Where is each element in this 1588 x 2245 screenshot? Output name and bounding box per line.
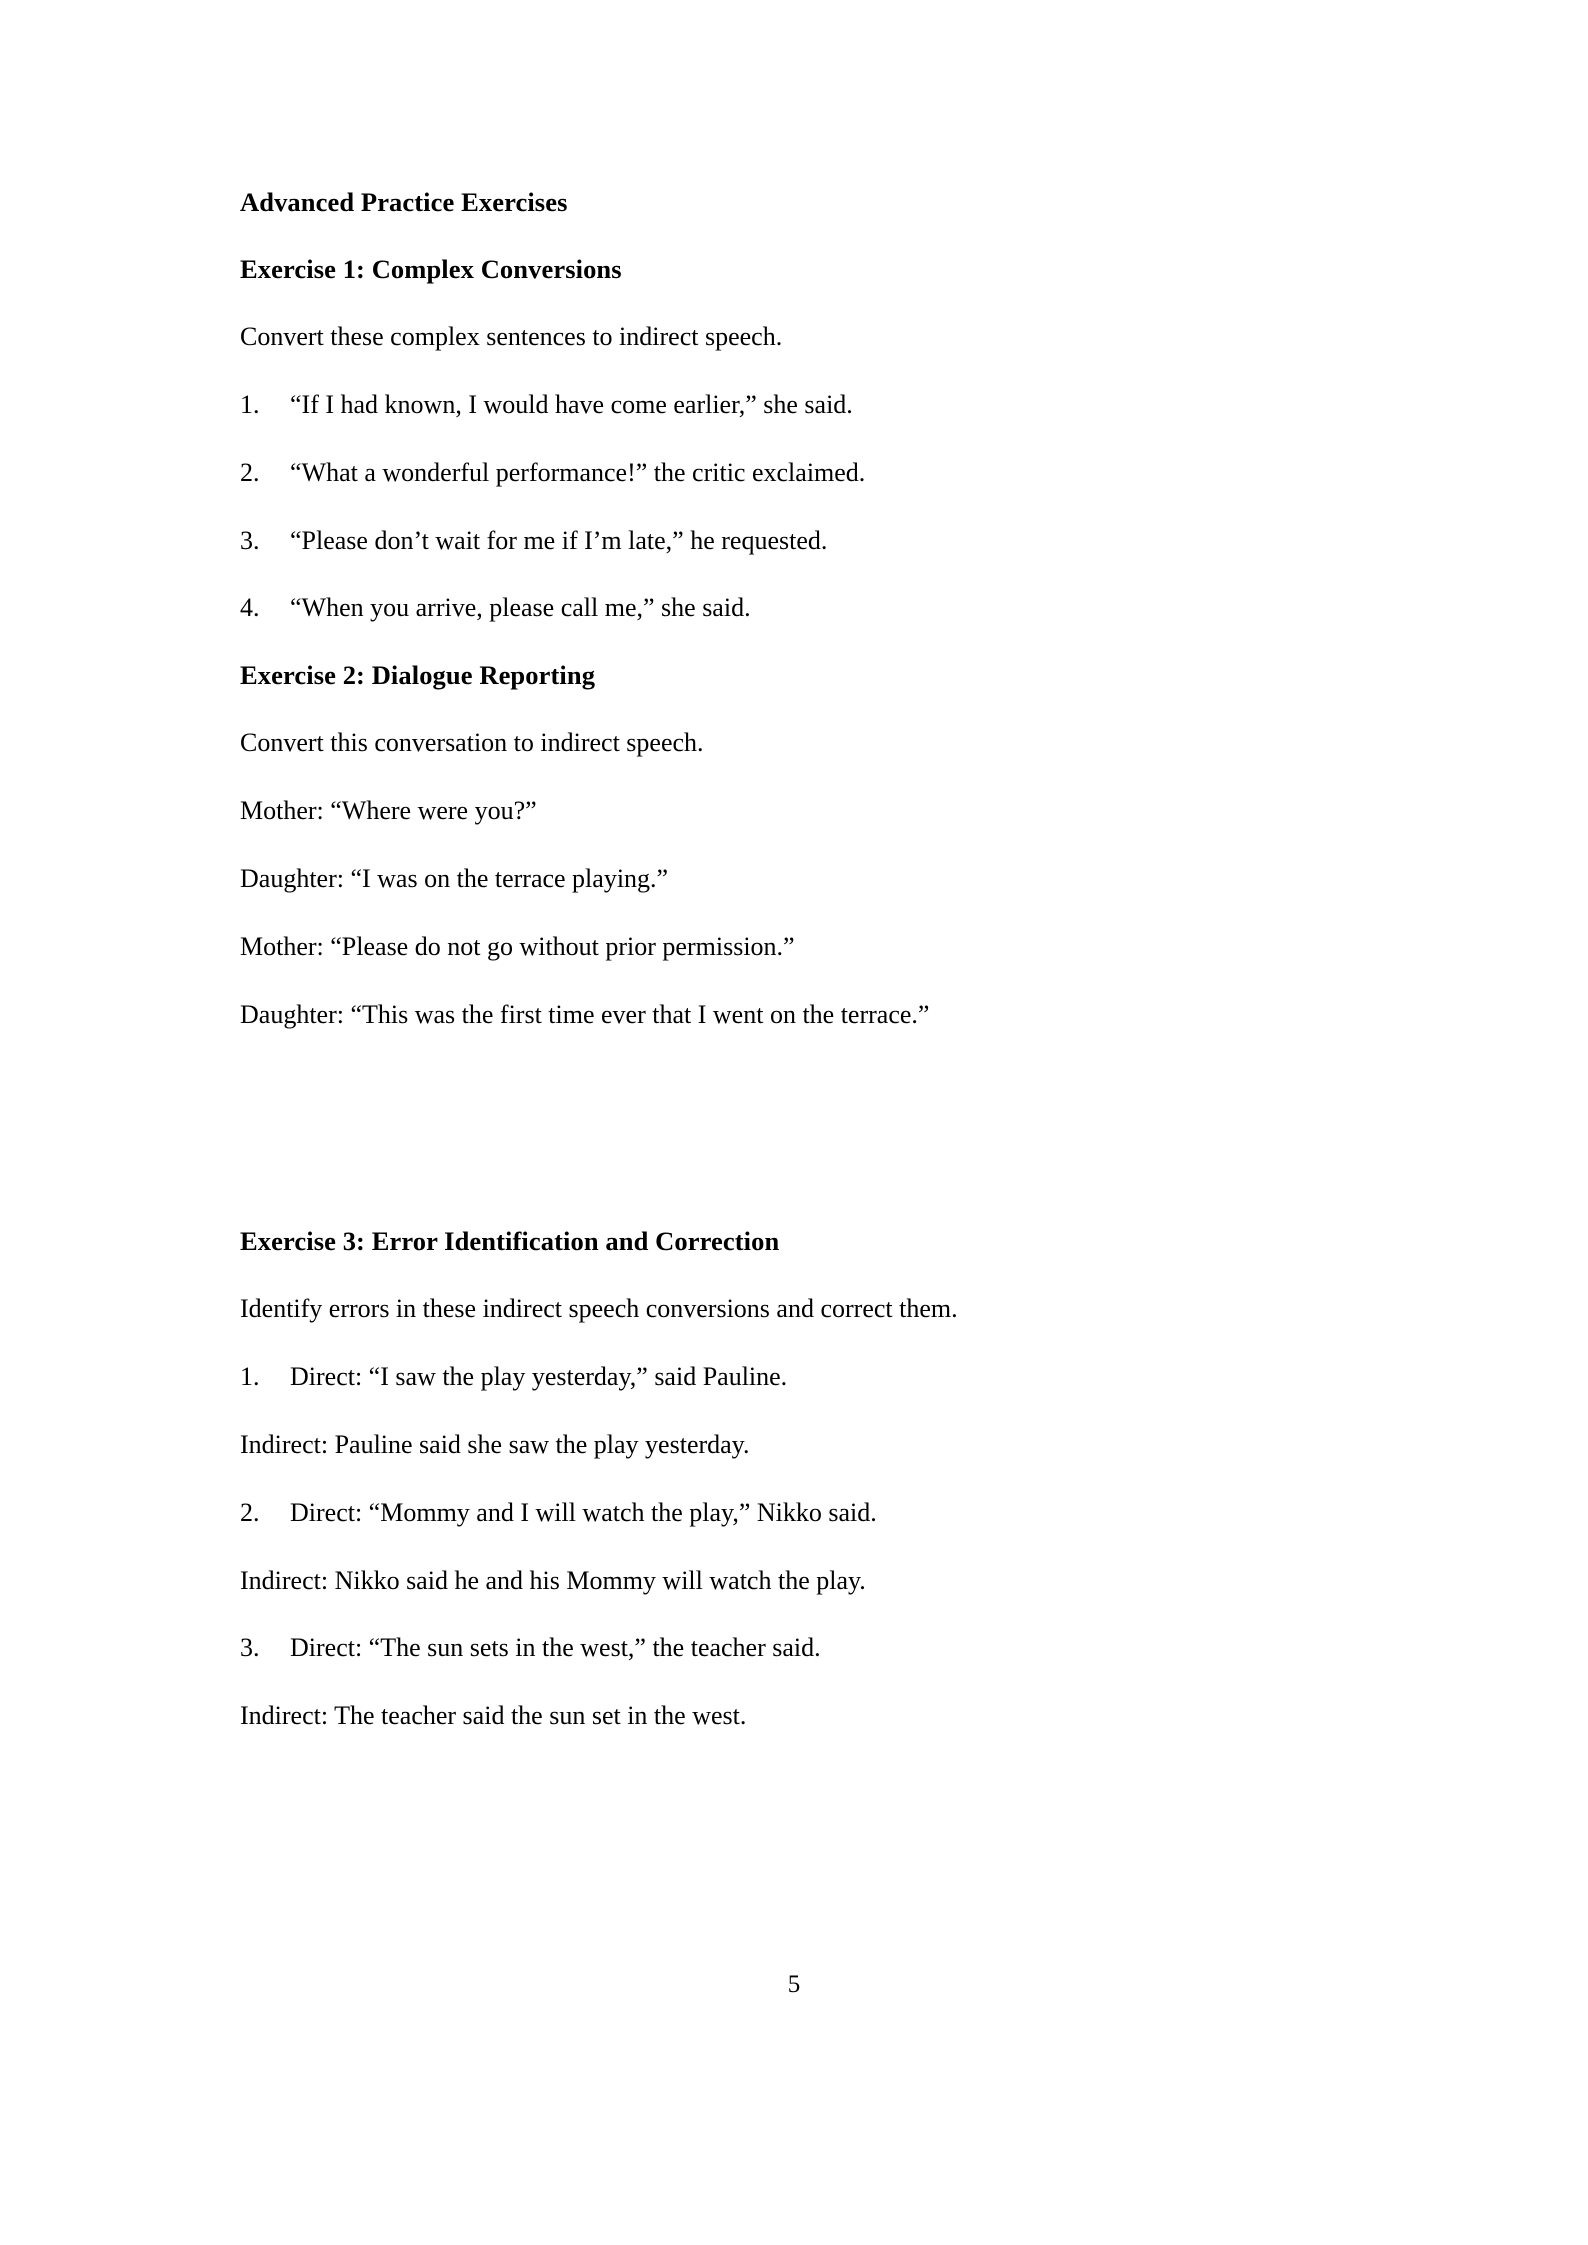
dialogue-line: Daughter: “This was the first time ever that I went on the terrace.” <box>240 999 930 1029</box>
exercise-3-list <box>240 1631 1350 1665</box>
list-item <box>240 456 1350 490</box>
exercise-1-instruction: Convert these complex sentences to indirect speech. <box>240 322 783 352</box>
list-item-number: 1. <box>240 390 260 420</box>
list-item <box>240 388 1350 422</box>
exercise-3-instruction: Identify errors in these indirect speech conversions and correct them. <box>240 1294 958 1324</box>
exercise-1-list <box>240 388 1350 625</box>
exercise-2-instruction: Convert this conversation to indirect speech. <box>240 728 704 758</box>
list-item-number: 1. <box>240 1362 260 1392</box>
exercise-1-heading: Exercise 1: Complex Conversions <box>240 254 622 285</box>
page-number: 5 <box>787 1971 801 1998</box>
list-item-number: 2. <box>240 1497 260 1527</box>
page-content <box>240 186 1350 1767</box>
list-item-number: 4. <box>240 593 260 623</box>
exercise-3-list <box>240 1360 1350 1394</box>
indirect-speech-text: Indirect: Pauline said she saw the play yesterday. <box>240 1430 750 1460</box>
exercise-3-list <box>240 1496 1350 1530</box>
list-item-number: 3. <box>240 1633 260 1663</box>
dialogue-line: Daughter: “I was on the terrace playing.” <box>240 863 669 893</box>
list-item <box>240 1496 1350 1530</box>
indirect-speech-text: Indirect: Nikko said he and his Mommy will watch the play. <box>240 1565 866 1595</box>
section-spacer <box>240 1065 1350 1225</box>
list-item-text: “What a wonderful performance!” the critic exclaimed. <box>290 457 866 487</box>
dialogue-line: Mother: “Please do not go without prior permission.” <box>240 931 795 961</box>
list-item-text: “If I had known, I would have come earlier,” she said. <box>290 390 853 420</box>
list-item-text: “Please don’t wait for me if I’m late,” he requested. <box>290 525 828 555</box>
list-item-text: “When you arrive, please call me,” she said. <box>290 593 751 623</box>
indirect-speech-text: Indirect: The teacher said the sun set in the west. <box>240 1701 747 1731</box>
list-item-number: 3. <box>240 525 260 555</box>
list-item <box>240 1360 1350 1394</box>
list-item <box>240 1631 1350 1665</box>
direct-speech-text: Direct: “I saw the play yesterday,” said Pauline. <box>290 1362 788 1392</box>
exercise-2-heading: Exercise 2: Dialogue Reporting <box>240 660 596 691</box>
list-item <box>240 524 1350 558</box>
direct-speech-text: Direct: “Mommy and I will watch the play,” Nikko said. <box>290 1497 877 1527</box>
page-title: Advanced Practice Exercises <box>240 187 568 217</box>
dialogue-line: Mother: “Where were you?” <box>240 796 537 826</box>
list-item-number: 2. <box>240 457 260 487</box>
exercise-3-heading: Exercise 3: Error Identification and Correction <box>240 1226 780 1257</box>
list-item <box>240 591 1350 625</box>
direct-speech-text: Direct: “The sun sets in the west,” the teacher said. <box>290 1633 821 1663</box>
